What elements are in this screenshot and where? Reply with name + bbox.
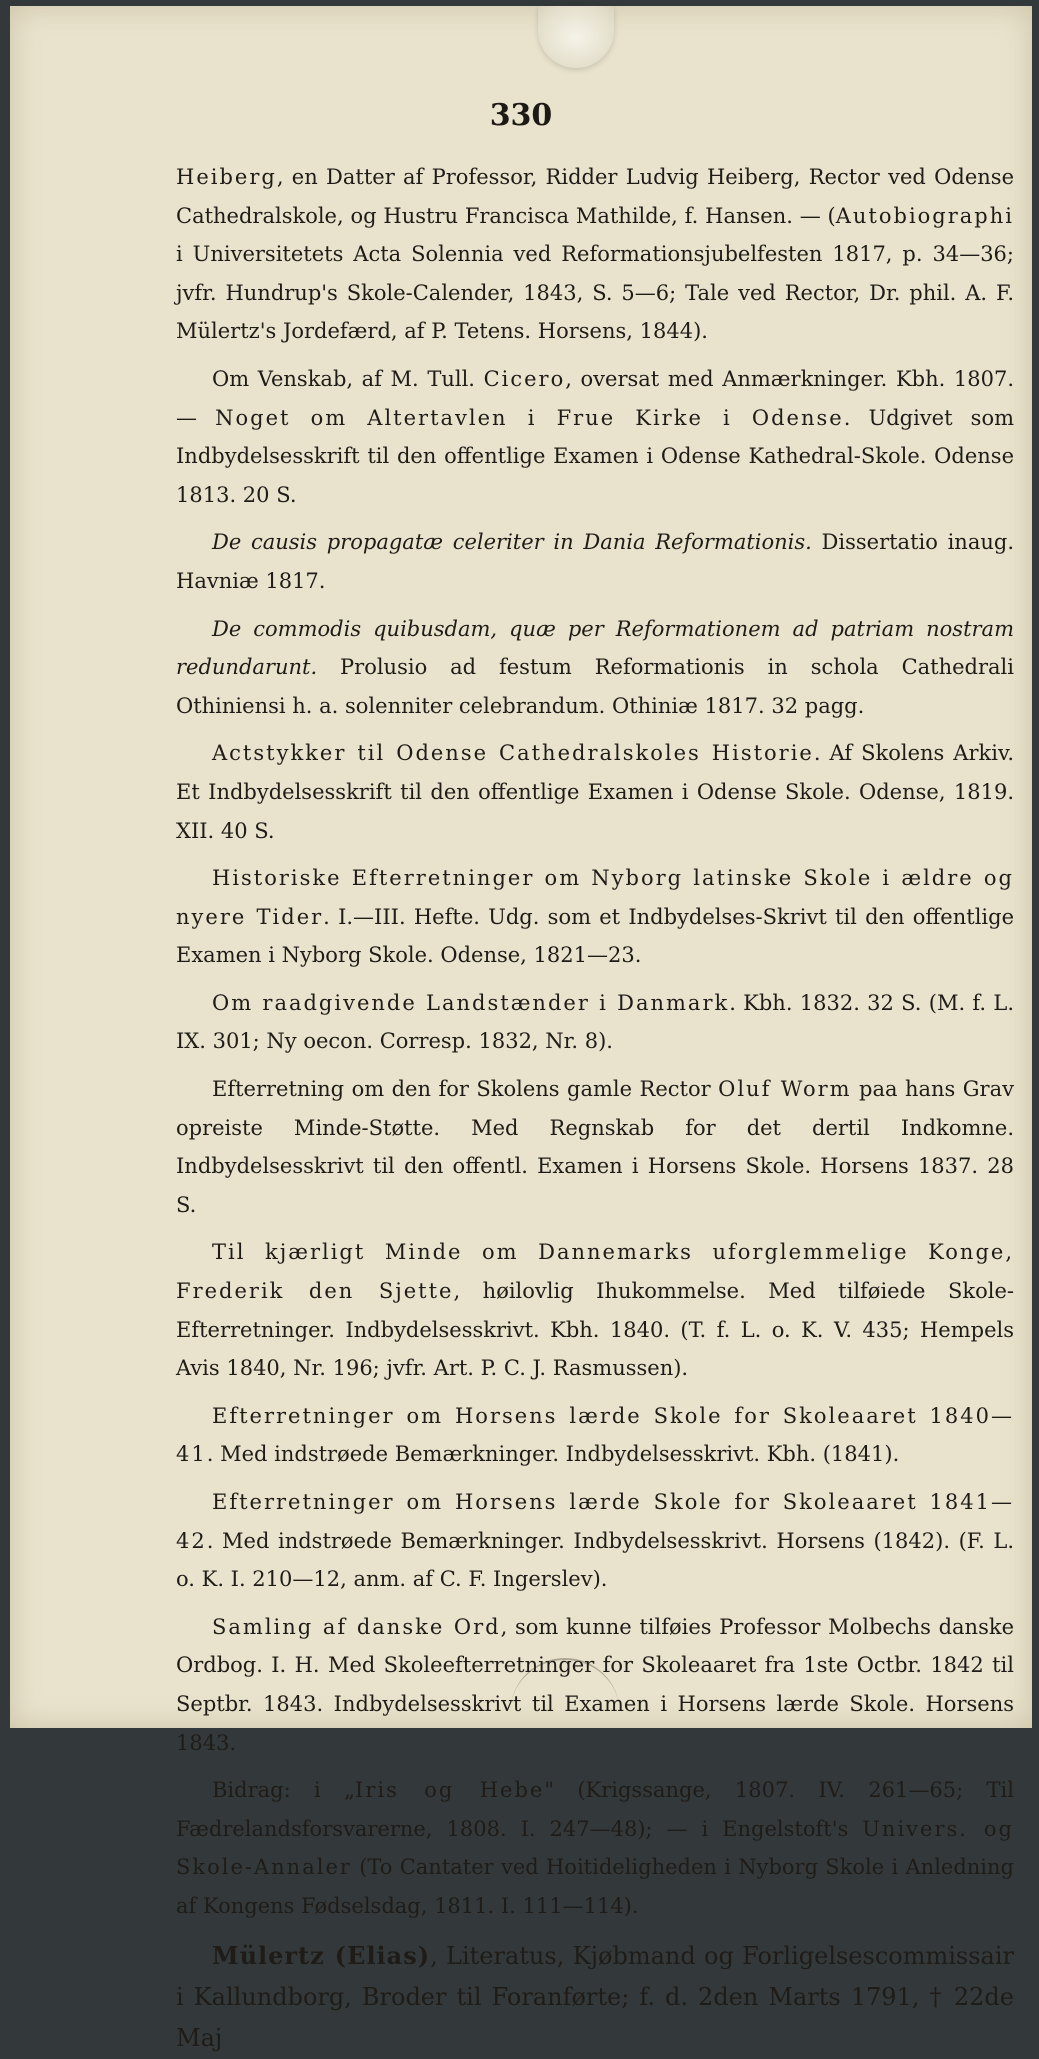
emphasized-text: Historiske Efterretninger om Nyborg latinske Skole i ældre og nyere Tider	[176, 866, 1014, 929]
body-text: , Literatus, Kjøbmand og Forligelsescommissair i Kallundborg, Broder til Foranførte; f. d. 2den Marts 1791, † 22de Maj	[176, 1941, 1015, 2052]
emphasized-text: De causis propagatæ celeriter in Dania Reformationis.	[212, 530, 812, 555]
bibliography-entry	[176, 734, 1014, 850]
body-text: Om Venskab, af M. Tull.	[212, 366, 484, 391]
emphasized-text: Oluf Worm	[718, 1077, 852, 1102]
emphasized-text: Efterretninger om Horsens lærde Skole for Skoleaaret 1840—41	[176, 1403, 1014, 1467]
bibliography-entry	[176, 984, 1014, 1061]
body-text: . Med indstrøede Bemærkninger. Indbydelsesskrivt. Kbh. (1841).	[206, 1442, 900, 1467]
body-text: (To Cantater ved Hoitideligheden i Nyborg Skole i Anledning af Kongens Fødselsdag, 1811. I. 111—114).	[176, 1855, 1014, 1918]
emphasized-text: Om raadgivende Landstænder i Danmark	[212, 990, 730, 1015]
body-text: paa hans Grav opreiste Minde-Støtte. Med Regnskab for det dertil Indkomne. Indbydelsesskrivt til den offentl. Examen i Horsens Skole. Horsens 1837. 28 S.	[176, 1077, 1014, 1217]
biography-entry	[176, 1935, 1014, 2059]
body-text: , oversat med Anmærkninger. Kbh. 1807. —	[176, 366, 1014, 430]
bibliography-entry	[176, 1070, 1014, 1224]
emphasized-text: Actstykker til Odense Cathedralskoles Historie	[212, 741, 814, 766]
emphasized-text: De commodis quibusdam, quæ per Reformationem ad patriam nostram redundarunt.	[176, 616, 1014, 680]
body-text: Dissertatio inaug. Havniæ 1817.	[176, 530, 1014, 593]
page-body	[176, 158, 1014, 2059]
page-number: 330	[489, 98, 553, 133]
emphasized-text: Cicero	[483, 366, 566, 391]
bibliography-entry	[176, 610, 1014, 726]
bibliography-entry	[176, 523, 1014, 600]
body-text: , som kunne tilføies Professor Molbechs danske Ordbog. I. H. Med Skoleefterretninger for Skoleaaret fra 1ste Octbr. 1842 til Septbr. 1843. Indbydelsesskrivt til Examen i Horsens lærde Skole. Horsens 1843.	[176, 1614, 1014, 1755]
body-text: . I.—III. Hefte. Udg. som et Indbydelses-Skrivt til den offentlige Examen i Nyborg Skole. Odense, 1821—23.	[176, 904, 1015, 968]
bibliography-entry	[176, 1397, 1014, 1474]
bibliography-entry	[176, 360, 1014, 514]
body-text: . Af Skolens Arkiv. Et Indbydelsesskrift til den offentlige Examen i Odense Skole. Odense, 1819. XII. 40 S.	[176, 741, 1014, 843]
bibliography-entry	[176, 1233, 1014, 1387]
bibliography-entry	[176, 1483, 1014, 1599]
emphasized-text: Noget om Altertavlen i Frue Kirke i Odense	[215, 405, 844, 430]
emphasized-text: Heiberg	[176, 165, 277, 189]
bibliography-entry	[176, 859, 1014, 975]
emphasized-text: Autobiographi	[835, 203, 1014, 228]
body-text: . Kbh. 1832. 32 S. (M. f. L. IX. 301; Ny oecon. Corresp. 1832, Nr. 8).	[176, 990, 1014, 1054]
bibliography-entry	[176, 158, 1014, 351]
emphasized-text: Iris og Hebe	[355, 1778, 545, 1803]
body-text: " (Krigssange, 1807. IV. 261—65; Til Fædrelandsforsvarerne, 1808. I. 247—48); — i Engelstoft's	[176, 1778, 1014, 1841]
emphasized-text: Samling af danske Ord	[212, 1614, 501, 1639]
book-page	[10, 6, 1032, 2052]
emphasized-text: Univers. og Skole-Annaler	[176, 1816, 1014, 1880]
body-text: , høilovlig Ihukommelse. Med tilføiede Skole-Efterretninger. Indbydelsesskrivt. Kbh. 1840. (T. f. L. o. K. V. 435; Hempels Avis 1840, Nr. 196; jvfr. Art. P. C. J. Rasmussen).	[176, 1279, 1014, 1381]
body-text: i Universitetets Acta Solennia ved Reformationsjubelfesten 1817, p. 34—36; jvfr. Hundrup's Skole-Calender, 1843, S. 5—6; Tale ved Rector, Dr. phil. A. F. Mülertz's Jordefærd, af P. Tetens. Horsens, 1844).	[176, 242, 1014, 344]
emphasized-text: Efterretninger om Horsens lærde Skole for Skoleaaret 1841—42	[176, 1490, 1014, 1553]
body-text: , en Datter af Professor, Ridder Ludvig Heiberg, Rector ved Odense Cathedralskole, og Hustru Francisca Mathilde, f. Hansen. — (	[176, 165, 1014, 228]
body-text: Prolusio ad festum Reformationis in schola Cathedrali Othiniensi h. a. solenniter celebrandum. Othiniæ 1817. 32 pagg.	[176, 655, 1014, 718]
bibliography-entry	[176, 1771, 1014, 1925]
body-text: . Udgivet som Indbydelsesskrift til den offentlige Examen i Odense Kathedral-Skole. Odense 1813. 20 S.	[176, 405, 1015, 507]
emphasized-text: Til kjærligt Minde om Dannemarks uforglemmelige Konge, Frederik den Sjette	[176, 1240, 1014, 1304]
body-text: Efterretning om den for Skolens gamle Rector	[212, 1077, 719, 1102]
page-stain	[538, 6, 614, 68]
body-text: . Med indstrøede Bemærkninger. Indbydelsesskrivt. Horsens (1842). (F. L. o. K. I. 210—12, anm. af C. F. Ingerslev).	[176, 1528, 1014, 1592]
body-text: Bidrag: i „	[212, 1778, 356, 1803]
person-name: Mülertz (Elias)	[212, 1940, 431, 1970]
